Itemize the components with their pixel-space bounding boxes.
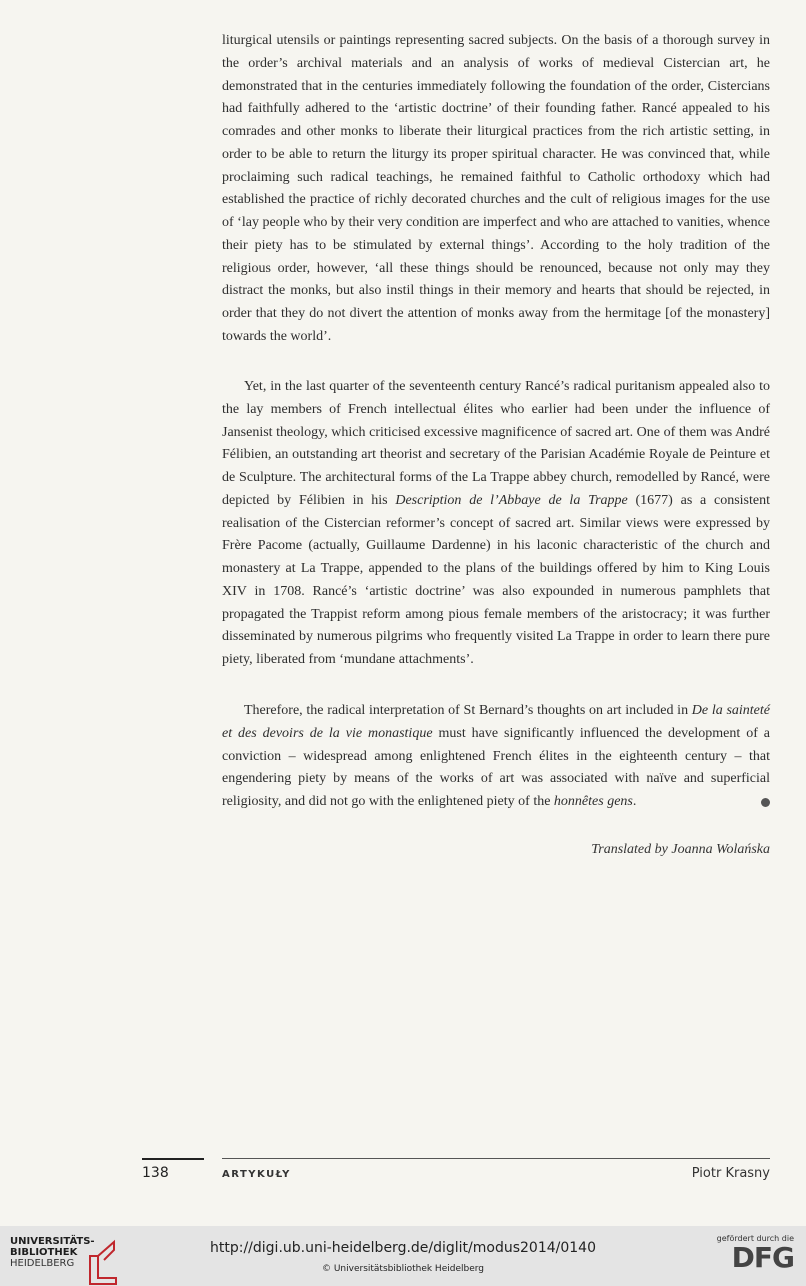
dfg-logo: DFG bbox=[731, 1241, 794, 1274]
library-name-line2: BIBLIOTHEK bbox=[10, 1247, 78, 1258]
end-of-article-icon bbox=[761, 798, 770, 807]
viewer-footer bbox=[0, 1226, 806, 1286]
paragraph-1: liturgical utensils or paintings representing sacred subjects. On the basis of a thorough survey in the order’s archival materials and an analysis of works of medieval Cistercian art, he demonstrated that in the centuries immediately following the foundation of the order, Cistercians had faithfully adhered to the ‘artistic doctrine’ of their founding father. Rancé appealed to his comrades and other monks to liberate their liturgical practices from the rich artistic setting, in order to be able to return the liturgy its proper spiritual character. He was convinced that, while proclaiming such radical teachings, he remained faithful to Catholic orthodoxy which had established the practice of richly decorated churches and the cult of religious images for the use of ‘lay people who by their very condition are imperfect and who are attached to vanities, whence their piety has to be stimulated by external things’. According to the holy tradition of the religious order, however, ‘all these things should be renounced, because not only may they distract the monks, but also instil things in their memory and hearts that should be rejected, in order that they do not divert the attention of monks away from the hermitage [of the monastery] towards the world’. bbox=[222, 33, 770, 344]
section-label: ARTYKUŁY bbox=[222, 1169, 291, 1180]
paragraph-2: Yet, in the last quarter of the seventeenth century Rancé’s radical puritanism appealed also to the lay members of French intellectual élites who earlier had been under the influence of Jansenist theology, which criticised excessive magnificence of sacred art. One of them was André Félibien, an outstanding art theorist and secretary of the Parisian Académie Royale de Peinture et de Sculpture. The architectural forms of the La Trappe abbey church, remodelled by Rancé, were depicted by Félibien in his Description de l’Abbaye de la Trappe (1677) as a consistent realisation of the Cistercian reformer’s concept of sacred art. Similar views were expressed by Frère Pacome (actually, Guillaume Dardenne) in his laconic characteristic of the church and monastery at La Trappe, appended to the plans of the buildings offered by him to King Louis XIV in 1708. Rancé’s ‘artistic doctrine’ was also expounded in numerous pamphlets that propagated the Trappist reform among pious female members of the aristocracy; it was further disseminated by numerous pilgrims who frequently visited La Trappe in order to learn there pure piety, liberated from ‘mundane attachments’. bbox=[222, 379, 770, 667]
italic-title: Description de l’Abbaye de la Trappe bbox=[395, 492, 628, 508]
footer-rule bbox=[222, 1158, 770, 1159]
copyright-notice: © Universitätsbibliothek Heidelberg bbox=[321, 1264, 484, 1274]
page-number: 138 bbox=[142, 1165, 169, 1181]
funder-caption: gefördert durch die bbox=[716, 1234, 794, 1243]
library-name-line1: UNIVERSITÄTS- bbox=[10, 1236, 95, 1247]
permalink-url[interactable]: http://digi.ub.uni-heidelberg.de/diglit/modus2014/0140 bbox=[210, 1240, 596, 1256]
italic-title: De la sainteté et des devoirs de la vie monastique bbox=[222, 703, 770, 741]
running-author: Piotr Krasny bbox=[691, 1166, 770, 1181]
funder-logo[interactable] bbox=[717, 1234, 794, 1273]
footer-rule-short bbox=[142, 1158, 204, 1160]
library-name-line3: HEIDELBERG bbox=[10, 1258, 75, 1269]
paragraph-3: Therefore, the radical interpretation of St Bernard’s thoughts on art included in De la sainteté et des devoirs de la vie monastique must have significantly influenced the development of a conviction – widespread among enlightened French élites in the eighteenth century – that engendering piety by means of the works of art was associated with naïve and superficial religiosity, and did not go with the enlightened piety of the honnêtes gens. bbox=[222, 703, 771, 809]
italic-term: honnêtes gens bbox=[553, 794, 633, 809]
translator-credit: Translated by Joanna Wolańska bbox=[591, 842, 770, 857]
